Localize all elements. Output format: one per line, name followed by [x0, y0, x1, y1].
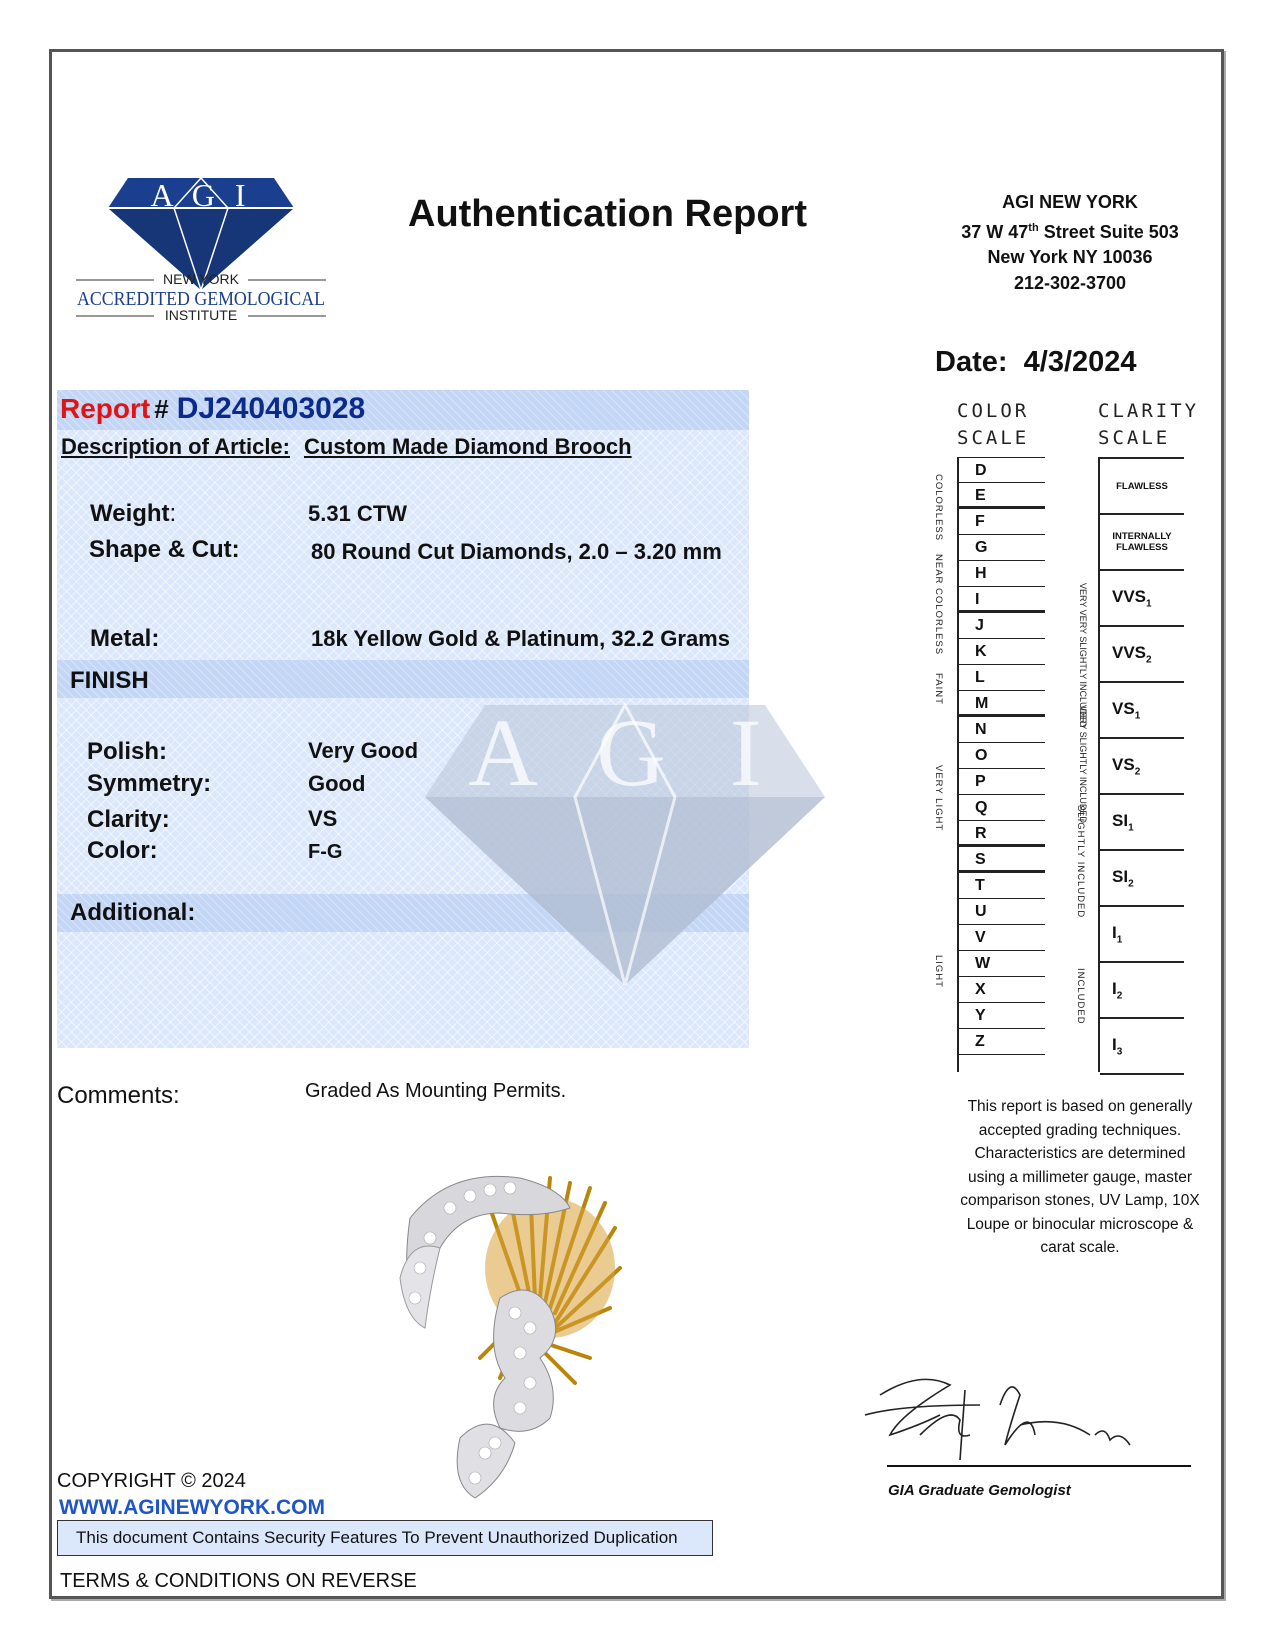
color-grade: X: [959, 977, 1045, 1003]
color-grade: F: [959, 509, 1045, 535]
clarity-label: Clarity:: [87, 806, 170, 833]
security-notice: This document Contains Security Features To Prevent Unauthorized Duplication: [57, 1520, 713, 1556]
grading-note: This report is based on generally accepted grading techniques. Characteristics are determined using a millimeter gauge, master comparison stones, UV Lamp, 10X Loupe or binocular microscope & carat scale.: [960, 1098, 1200, 1256]
color-grade: Q: [959, 795, 1045, 821]
finish-band: [57, 660, 749, 698]
color-grade: R: [959, 821, 1045, 847]
color-grade: O: [959, 743, 1045, 769]
group-light: LIGHT: [933, 955, 944, 988]
watermark-letters: A G I: [468, 699, 782, 806]
lab-street: 37 W 47th Street Suite 503: [961, 221, 1179, 242]
finish-heading: FINISH: [70, 667, 149, 694]
clarity-grade: [1100, 683, 1184, 739]
clarity-grade: [1100, 739, 1184, 795]
lab-city: New York NY 10036: [987, 247, 1153, 267]
metal-value: 18k Yellow Gold & Platinum, 32.2 Grams: [311, 626, 730, 651]
lab-name: AGI NEW YORK: [1002, 192, 1138, 212]
color-grade: G: [959, 535, 1045, 561]
clarity-grade-label: $I_2$: [1112, 978, 1123, 1002]
description-line: Description of Article: Custom Made Diamond Brooch: [61, 434, 632, 459]
group-very-light: VERY LIGHT: [933, 765, 944, 832]
color-scale-heading: COLOR SCALE: [957, 400, 1030, 449]
group-faint: FAINT: [933, 673, 944, 705]
clarity-grade-label: $VS_2$: [1112, 754, 1141, 778]
shape-value: 80 Round Cut Diamonds, 2.0 – 3.20 mm: [311, 539, 722, 564]
copyright: COPYRIGHT © 2024: [57, 1470, 246, 1492]
color-grade: M: [959, 691, 1045, 717]
color-value: F-G: [308, 841, 343, 863]
symmetry-value: Good: [308, 771, 366, 796]
clarity-grade-label: INTERNALLY FLAWLESS: [1112, 531, 1172, 553]
clarity-grade-label: $VS_1$: [1112, 698, 1141, 722]
color-grade: I: [959, 587, 1045, 613]
clarity-scale-heading: CLARITY SCALE: [1098, 400, 1200, 449]
color-grade: N: [959, 717, 1045, 743]
symmetry-label: Symmetry:: [87, 770, 212, 797]
color-grade: Y: [959, 1003, 1045, 1029]
group-near-colorless: NEAR COLORLESS: [933, 554, 944, 656]
logo-letters: A G I: [150, 177, 252, 213]
watermark-diamond: [425, 699, 825, 985]
page-title: Authentication Report: [408, 193, 807, 235]
color-grade: K: [959, 639, 1045, 665]
group-colorless: COLORLESS: [933, 474, 944, 542]
color-scale: [957, 457, 1045, 1072]
signature-caption: GIA Graduate Gemologist: [888, 1482, 1071, 1499]
clarity-grade-label: $VVS_1$: [1112, 586, 1152, 610]
lab-address: [935, 190, 1205, 296]
weight-label: Weight:: [90, 500, 177, 527]
metal-label: Metal:: [90, 625, 160, 652]
clarity-grade-label: FLAWLESS: [1116, 480, 1168, 492]
clarity-grade: [1100, 1019, 1184, 1075]
report-label: Report: [60, 393, 151, 424]
weight-value: 5.31 CTW: [308, 501, 408, 526]
color-grade: L: [959, 665, 1045, 691]
lab-phone: 212-302-3700: [1013, 272, 1127, 293]
comments-label: Comments:: [57, 1082, 180, 1109]
color-grade: U: [959, 899, 1045, 925]
group-included: INCLUDED: [1075, 968, 1086, 1025]
clarity-grade: [1100, 571, 1184, 627]
clarity-grade: [1100, 851, 1184, 907]
clarity-grade-label: $VVS_2$: [1112, 642, 1152, 666]
clarity-scale: [1098, 457, 1184, 1072]
clarity-grade: [1100, 459, 1184, 515]
color-grade: V: [959, 925, 1045, 951]
report-number: DJ240403028: [176, 392, 366, 425]
clarity-grade-label: $SI_2$: [1112, 866, 1134, 890]
polish-label: Polish:: [87, 738, 168, 765]
color-grade: P: [959, 769, 1045, 795]
svg-text:NEW YORK: NEW YORK: [163, 271, 239, 287]
brooch-photo: [390, 1158, 650, 1500]
color-label: Color:: [87, 837, 158, 864]
signature: [860, 1365, 1160, 1475]
color-grade: H: [959, 561, 1045, 587]
color-grade: S: [959, 847, 1045, 873]
clarity-grade-label: $I_1$: [1112, 922, 1123, 946]
group-vvs: VERY VERY SLIGHTLY INCLUDED: [1078, 583, 1088, 728]
clarity-grade: [1100, 963, 1184, 1019]
clarity-grade-label: $I_3$: [1112, 1034, 1123, 1058]
svg-text:ACCREDITED GEMOLOGICAL: ACCREDITED GEMOLOGICAL: [77, 288, 325, 310]
clarity-grade: [1100, 795, 1184, 851]
color-grade: W: [959, 951, 1045, 977]
clarity-grade: [1100, 627, 1184, 683]
color-grade: D: [959, 457, 1045, 483]
clarity-grade: [1100, 907, 1184, 963]
description-value: Custom Made Diamond Brooch: [304, 434, 632, 459]
color-grade: E: [959, 483, 1045, 509]
group-si: SLIGHTLY INCLUDED: [1075, 805, 1086, 919]
clarity-value: VS: [308, 806, 338, 831]
clarity-grade-label: $SI_1$: [1112, 810, 1134, 834]
color-grade: J: [959, 613, 1045, 639]
comments-value: Graded As Mounting Permits.: [305, 1080, 567, 1102]
color-grade: T: [959, 873, 1045, 899]
shape-label: Shape & Cut:: [89, 536, 240, 563]
terms-notice: TERMS & CONDITIONS ON REVERSE: [60, 1570, 417, 1592]
polish-value: Very Good: [308, 738, 419, 763]
report-date: Date: 4/3/2024: [935, 346, 1137, 378]
website-link[interactable]: WWW.AGINEWYORK.COM: [59, 1496, 325, 1519]
report-number-line: Report # DJ240403028: [60, 392, 366, 425]
color-grade: Z: [959, 1029, 1045, 1055]
signature-line: [887, 1465, 1191, 1467]
group-vs: VERY SLIGHTLY INCLUDED: [1078, 705, 1088, 823]
additional-heading: Additional:: [70, 899, 196, 926]
agi-logo: [76, 178, 326, 338]
clarity-grade: [1100, 515, 1184, 571]
svg-text:INSTITUTE: INSTITUTE: [164, 307, 238, 323]
